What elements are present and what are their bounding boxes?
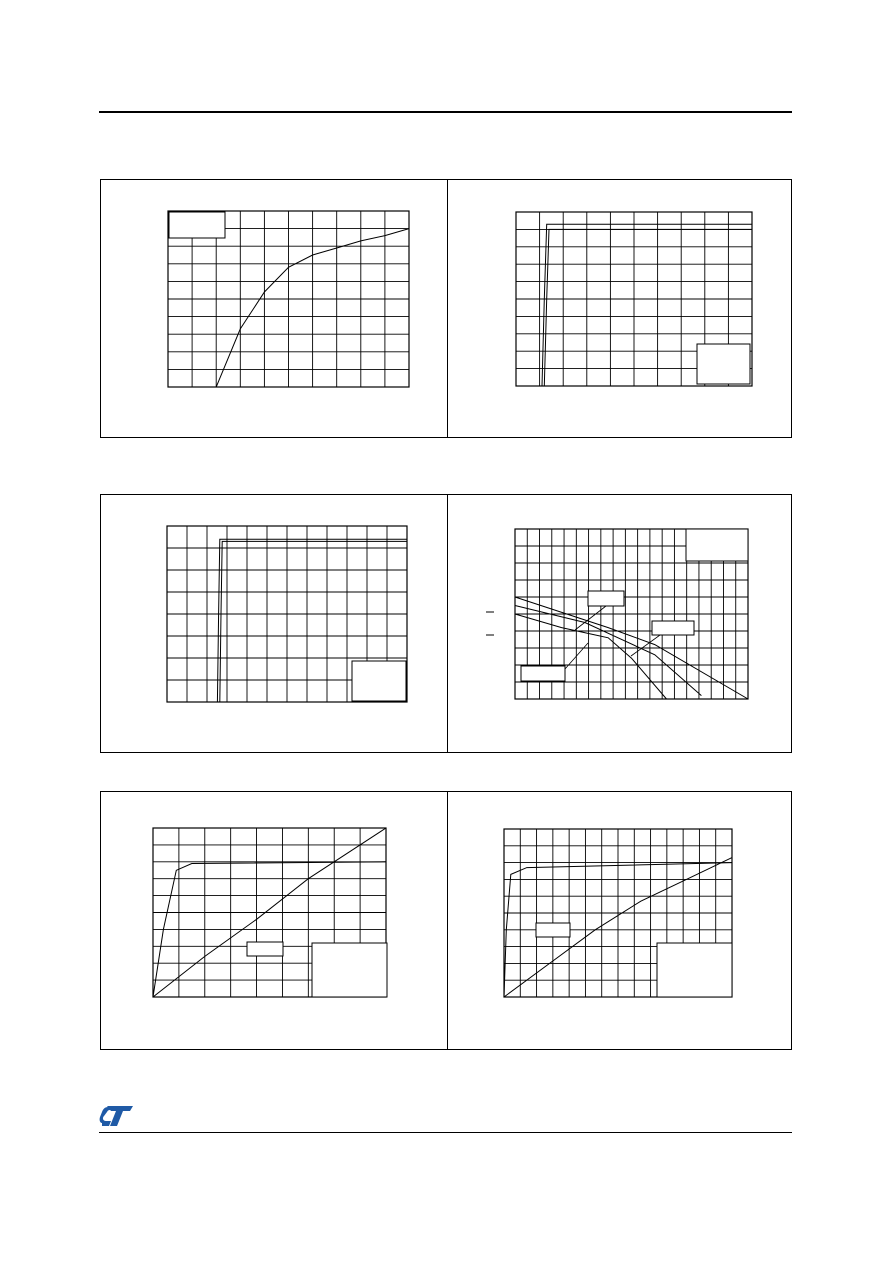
figure-row-3 (100, 791, 792, 1050)
chart-4 (447, 495, 793, 753)
header-rule (99, 111, 792, 113)
chart-5 (101, 792, 447, 1050)
label-box (588, 591, 624, 606)
label-box (536, 923, 570, 937)
chart-3 (101, 495, 447, 753)
label-box (312, 943, 387, 997)
st-logo (99, 1104, 135, 1128)
chart-6 (447, 792, 793, 1050)
label-box (697, 344, 750, 384)
label-box (521, 666, 565, 681)
label-box (657, 943, 732, 997)
figure-row-1 (100, 179, 792, 438)
footer-rule (99, 1132, 792, 1133)
label-box (169, 212, 225, 238)
label-box (247, 942, 283, 956)
chart-1 (101, 180, 447, 438)
chart-2 (447, 180, 793, 438)
label-box (352, 661, 406, 701)
label-box (652, 621, 694, 635)
series-line-3 (515, 614, 667, 699)
figure-row-2 (100, 494, 792, 753)
label-box (686, 529, 748, 561)
